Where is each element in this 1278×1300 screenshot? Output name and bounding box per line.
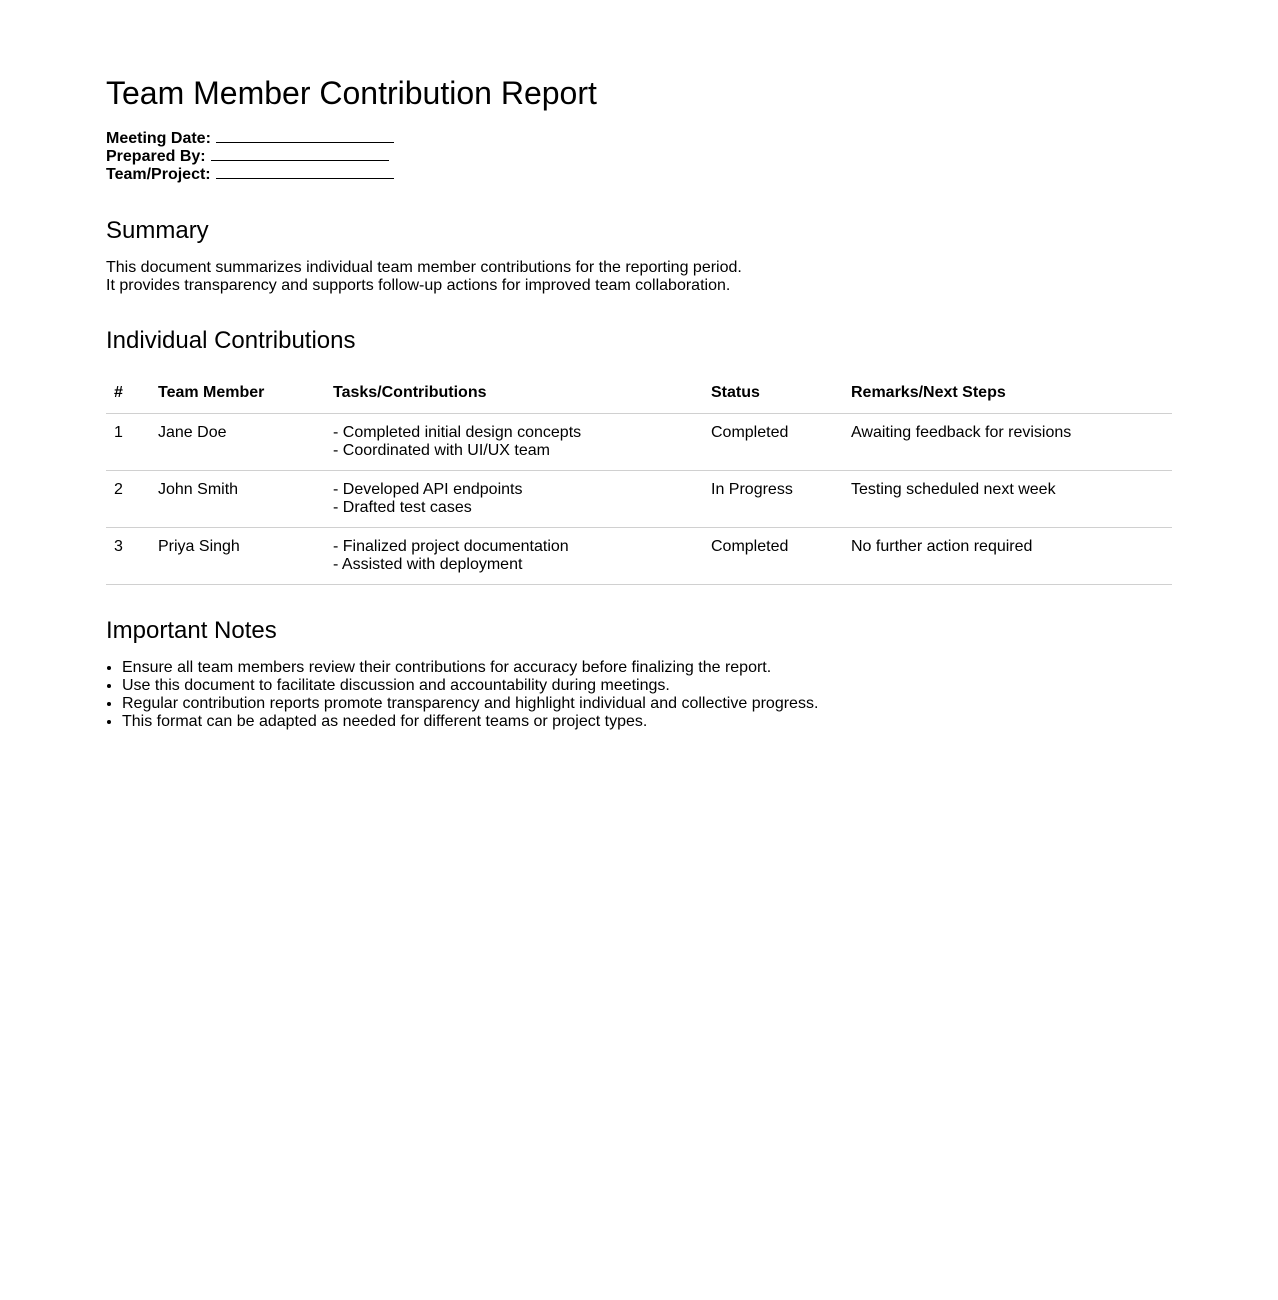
cell-remarks: Testing scheduled next week: [843, 471, 1172, 528]
cell-tasks: [325, 414, 703, 471]
cell-member: John Smith: [150, 471, 325, 528]
team-project-blank: [216, 166, 394, 179]
column-header-number: #: [106, 379, 150, 414]
task-line: - Finalized project documentation: [333, 538, 569, 555]
contributions-heading: Individual Contributions: [106, 327, 356, 354]
column-header-remarks: Remarks/Next Steps: [843, 379, 1172, 414]
column-header-tasks: Tasks/Contributions: [325, 379, 703, 414]
cell-member: Priya Singh: [150, 528, 325, 585]
list-item: • Regular contribution reports promote transparency and highlight individual and collective progress.: [122, 695, 1172, 713]
cell-number: 1: [106, 414, 150, 471]
cell-number: 2: [106, 471, 150, 528]
task-line: - Completed initial design concepts: [333, 424, 582, 441]
task-line: - Developed API endpoints: [333, 481, 523, 498]
cell-remarks: Awaiting feedback for revisions: [843, 414, 1172, 471]
cell-remarks: No further action required: [843, 528, 1172, 585]
contributions-table: [106, 379, 1172, 585]
meta-team-project: [106, 166, 1172, 184]
table-row: [106, 414, 1172, 471]
table-row: [106, 528, 1172, 585]
column-header-member: Team Member: [150, 379, 325, 414]
cell-number: 3: [106, 528, 150, 585]
column-header-status: Status: [703, 379, 843, 414]
meta-label: Prepared By:: [106, 148, 206, 165]
task-line: - Assisted with deployment: [333, 556, 523, 573]
meta-meeting-date: [106, 130, 1172, 148]
notes-heading: Important Notes: [106, 617, 277, 644]
cell-member: Jane Doe: [150, 414, 325, 471]
table-header-row: [106, 379, 1172, 414]
list-item: • This format can be adapted as needed for different teams or project types.: [122, 713, 1172, 731]
meta-label: Team/Project:: [106, 166, 211, 183]
cell-status: Completed: [703, 528, 843, 585]
meta-prepared-by: [106, 148, 1172, 166]
page-title: Team Member Contribution Report: [106, 75, 597, 111]
report-page: [106, 0, 1172, 731]
meta-label: Meeting Date:: [106, 130, 211, 147]
summary-text: [106, 259, 1172, 295]
cell-status: Completed: [703, 414, 843, 471]
summary-line: It provides transparency and supports follow-up actions for improved team collaboration.: [106, 277, 731, 294]
prepared-by-blank: [211, 148, 389, 161]
summary-line: This document summarizes individual team member contributions for the reporting period.: [106, 259, 742, 276]
meeting-date-blank: [216, 130, 394, 143]
notes-list: [106, 659, 1172, 731]
list-item: • Use this document to facilitate discussion and accountability during meetings.: [122, 677, 1172, 695]
task-line: - Coordinated with UI/UX team: [333, 442, 550, 459]
meta-block: [106, 130, 1172, 184]
list-item: • Ensure all team members review their contributions for accuracy before finalizing the report.: [122, 659, 1172, 677]
table-row: [106, 471, 1172, 528]
cell-status: In Progress: [703, 471, 843, 528]
cell-tasks: [325, 471, 703, 528]
summary-heading: Summary: [106, 217, 209, 244]
task-line: - Drafted test cases: [333, 499, 472, 516]
cell-tasks: [325, 528, 703, 585]
